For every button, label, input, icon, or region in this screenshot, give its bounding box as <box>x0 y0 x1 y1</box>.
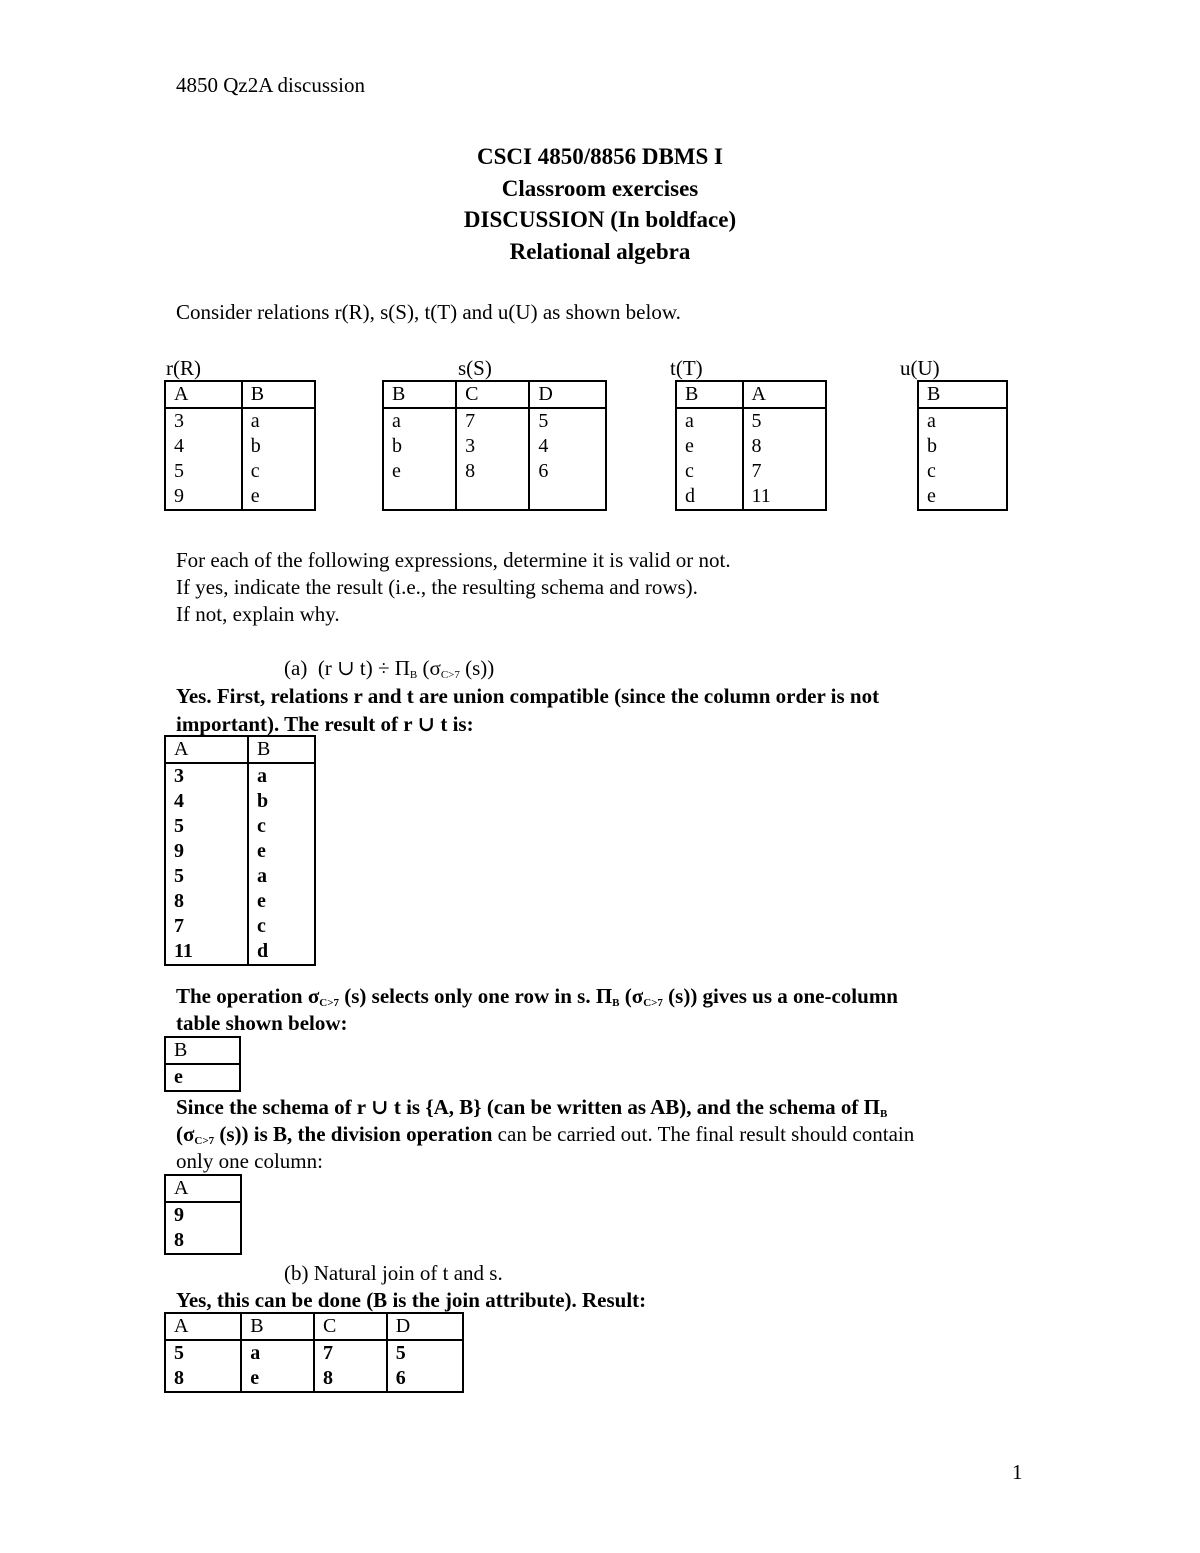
relation-t-label: t(T) <box>670 356 703 380</box>
cell: b <box>927 435 937 457</box>
cell: e <box>392 460 401 482</box>
division-explanation-line2 <box>176 1122 914 1147</box>
cell: 11 <box>174 940 193 962</box>
cell: 5 <box>174 815 184 837</box>
header-cell: B <box>918 381 1007 408</box>
question-a <box>284 656 494 681</box>
join-result-table <box>164 1312 464 1393</box>
cell: a <box>241 1340 314 1366</box>
cell: d <box>685 485 695 507</box>
cell: 8 <box>174 1229 184 1251</box>
header-cell: D <box>529 381 606 408</box>
answer-a-line: important). The result of r ∪ t is: <box>176 712 474 736</box>
question-a-expr: (s)) <box>459 656 495 680</box>
cell: a <box>392 410 401 432</box>
intro-text: Consider relations r(R), s(S), t(T) and u(U) as shown below. <box>176 300 681 324</box>
subscript: C>7 <box>643 997 663 1009</box>
header-cell: B <box>676 381 743 408</box>
cell: 9 <box>174 840 184 862</box>
header-cell: A <box>165 1313 241 1340</box>
text-run: (s) selects only one row in s. Π <box>338 984 613 1008</box>
cell: 5 <box>174 460 184 482</box>
header-cell: B <box>383 381 456 408</box>
cell: 5 <box>529 408 606 434</box>
text-run: (s)) gives us a one-column <box>662 984 898 1008</box>
cell: 4 <box>174 790 184 812</box>
cell: b <box>392 435 402 457</box>
header-cell: A <box>165 736 248 763</box>
header-cell: A <box>165 1175 241 1202</box>
header-cell: C <box>456 381 529 408</box>
text-run: Since the schema of r ∪ t is {A, B} (can be written as AB), and the schema of Π <box>176 1095 880 1119</box>
answer-b-line: Yes, this can be done (B is the join attribute). Result: <box>176 1288 647 1312</box>
subscript: C>7 <box>319 997 339 1009</box>
division-result-table <box>164 1174 242 1255</box>
operation-explanation <box>176 984 898 1009</box>
subscript: B <box>409 669 418 681</box>
projection-result-table <box>164 1036 241 1092</box>
cell: 8 <box>314 1366 387 1392</box>
cell: a <box>927 410 936 432</box>
course-title: CSCI 4850/8856 DBMS I <box>476 144 723 169</box>
cell: 3 <box>174 410 184 432</box>
cell: 6 <box>387 1366 463 1392</box>
cell: a <box>685 410 694 432</box>
subtitle: Classroom exercises <box>501 176 699 201</box>
header-cell: B <box>241 1313 314 1340</box>
cell: 9 <box>174 485 184 507</box>
cell: e <box>248 839 315 864</box>
cell: c <box>685 460 694 482</box>
instruction-line: For each of the following expressions, determine it is valid or not. <box>176 548 731 572</box>
cell: e <box>241 1366 314 1392</box>
header-cell: A <box>165 381 242 408</box>
question-b: (b) Natural join of t and s. <box>284 1261 503 1285</box>
relation-u-table <box>917 380 1008 511</box>
text-run: The operation σ <box>176 984 320 1008</box>
header-cell: B <box>248 736 315 763</box>
cell: 8 <box>174 890 184 912</box>
subscript: B <box>879 1108 888 1120</box>
cell: b <box>242 434 315 459</box>
topic-title: Relational algebra <box>509 239 691 264</box>
cell: c <box>927 460 936 482</box>
header-cell: B <box>242 381 315 408</box>
cell: 9 <box>174 1204 184 1226</box>
cell: a <box>248 864 315 889</box>
relation-s-table <box>382 380 607 511</box>
cell: 3 <box>456 434 529 459</box>
cell: e <box>927 485 936 507</box>
question-a-expr: (σ <box>417 656 441 680</box>
relation-r-table <box>164 380 316 511</box>
division-explanation <box>176 1094 887 1120</box>
cell: 6 <box>529 459 606 484</box>
cell <box>529 484 606 510</box>
text-run: (σ <box>619 984 644 1008</box>
cell: 7 <box>174 915 184 937</box>
discussion-note: DISCUSSION (In boldface) <box>463 207 737 232</box>
cell: 8 <box>174 1367 184 1389</box>
text-run: (σ <box>176 1122 195 1146</box>
cell: e <box>248 889 315 914</box>
page-number: 1 <box>1012 1460 1023 1484</box>
cell: 7 <box>456 408 529 434</box>
cell: e <box>165 1064 240 1091</box>
text-run: (s)) is B, the division operation <box>214 1122 493 1146</box>
cell <box>456 484 529 510</box>
operation-explanation-line2: table shown below: <box>176 1011 348 1035</box>
cell: a <box>242 408 315 434</box>
relation-u-label: u(U) <box>900 356 940 380</box>
question-a-expr: (r ∪ t) ÷ Π <box>317 656 410 680</box>
text-run: can be carried out. The final result should contain <box>492 1122 915 1146</box>
header-cell: D <box>387 1313 463 1340</box>
cell: 5 <box>174 865 184 887</box>
cell: c <box>242 459 315 484</box>
division-explanation-line3: only one column: <box>176 1149 323 1173</box>
cell: d <box>248 939 315 965</box>
answer-a-line: Yes. First, relations r and t are union compatible (since the column order is not <box>176 684 880 708</box>
subscript: C>7 <box>440 669 460 681</box>
cell: 11 <box>743 484 826 510</box>
instruction-line: If not, explain why. <box>176 602 340 626</box>
cell: b <box>248 789 315 814</box>
cell: 5 <box>174 1342 184 1364</box>
cell: 5 <box>743 408 826 434</box>
cell: a <box>248 763 315 789</box>
subscript: C>7 <box>194 1135 215 1147</box>
relation-s-label: s(S) <box>458 356 492 380</box>
cell: 4 <box>529 434 606 459</box>
cell: 7 <box>314 1340 387 1366</box>
question-a-label: (a) <box>284 656 308 680</box>
cell: 4 <box>174 435 184 457</box>
subscript: B <box>612 997 620 1009</box>
instruction-line: If yes, indicate the result (i.e., the resulting schema and rows). <box>176 575 698 599</box>
cell: c <box>248 814 315 839</box>
header-cell: C <box>314 1313 387 1340</box>
header-cell: A <box>743 381 826 408</box>
cell: 8 <box>456 459 529 484</box>
cell: 8 <box>743 434 826 459</box>
page-header: 4850 Qz2A discussion <box>176 73 365 97</box>
relation-t-table <box>675 380 827 511</box>
relation-r-label: r(R) <box>166 356 201 380</box>
cell: e <box>242 484 315 510</box>
cell <box>383 484 456 510</box>
union-result-table <box>164 735 316 966</box>
header-cell: B <box>165 1037 240 1064</box>
cell: c <box>248 914 315 939</box>
cell: e <box>685 435 694 457</box>
cell: 7 <box>743 459 826 484</box>
cell: 5 <box>387 1340 463 1366</box>
cell: 3 <box>174 765 184 787</box>
